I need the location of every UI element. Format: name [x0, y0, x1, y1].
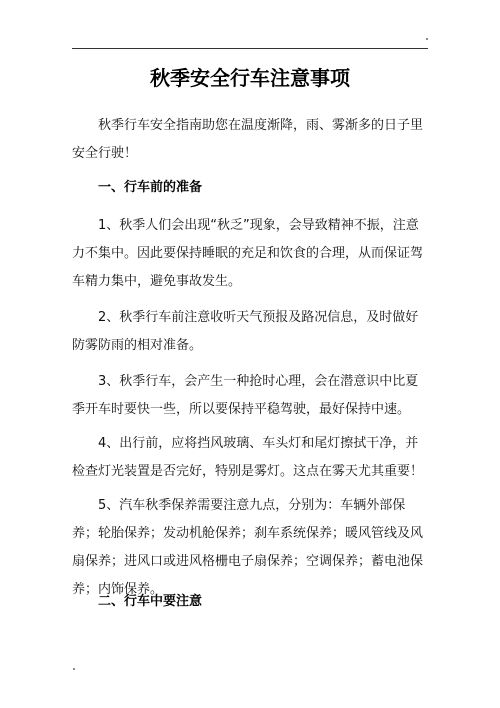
list-item: 3、秋季行车，会产生一种抢时心理，会在潜意识中比夏季开车时要快一些，所以要保持平稳驾驶，最好保持中速。 — [72, 374, 419, 417]
header-rule — [72, 48, 428, 49]
document-title: 秋季安全行车注意事项 — [150, 66, 350, 90]
page-marker-dot — [426, 38, 428, 40]
list-item: 1、秋季人们会出现“秋乏”现象，会导致精神不振，注意力不集中。因此要保持睡眠的充足和饮食的合理，从而保证驾车精力集中，避免事故发生。 — [72, 218, 424, 289]
section-heading-preparation: 一、行车前的准备 — [98, 180, 203, 195]
list-item: 4、出行前，应将挡风玻璃、车头灯和尾灯擦拭干净，并检查灯光装置是否完好，特别是雾灯。这点在雾天尤其重要！ — [72, 436, 424, 479]
list-item: 5、汽车秋季保养需要注意九点，分别为：车辆外部保养；轮胎保养；发动机舱保养；刹车系统保养；暖风管线及风扇保养；进风口或进风格栅电子扇保养；空调保养；蓄电池保养；内饰保养。 — [72, 498, 424, 597]
page-marker-dot — [73, 668, 75, 670]
section-heading-driving: 二、行车中要注意 — [98, 594, 203, 609]
list-item: 2、秋季行车前注意收听天气预报及路况信息，及时做好防雾防雨的相对准备。 — [72, 310, 419, 353]
intro-paragraph: 秋季行车安全指南助您在温度渐降，雨、雾渐多的日子里安全行驶！ — [72, 118, 424, 161]
